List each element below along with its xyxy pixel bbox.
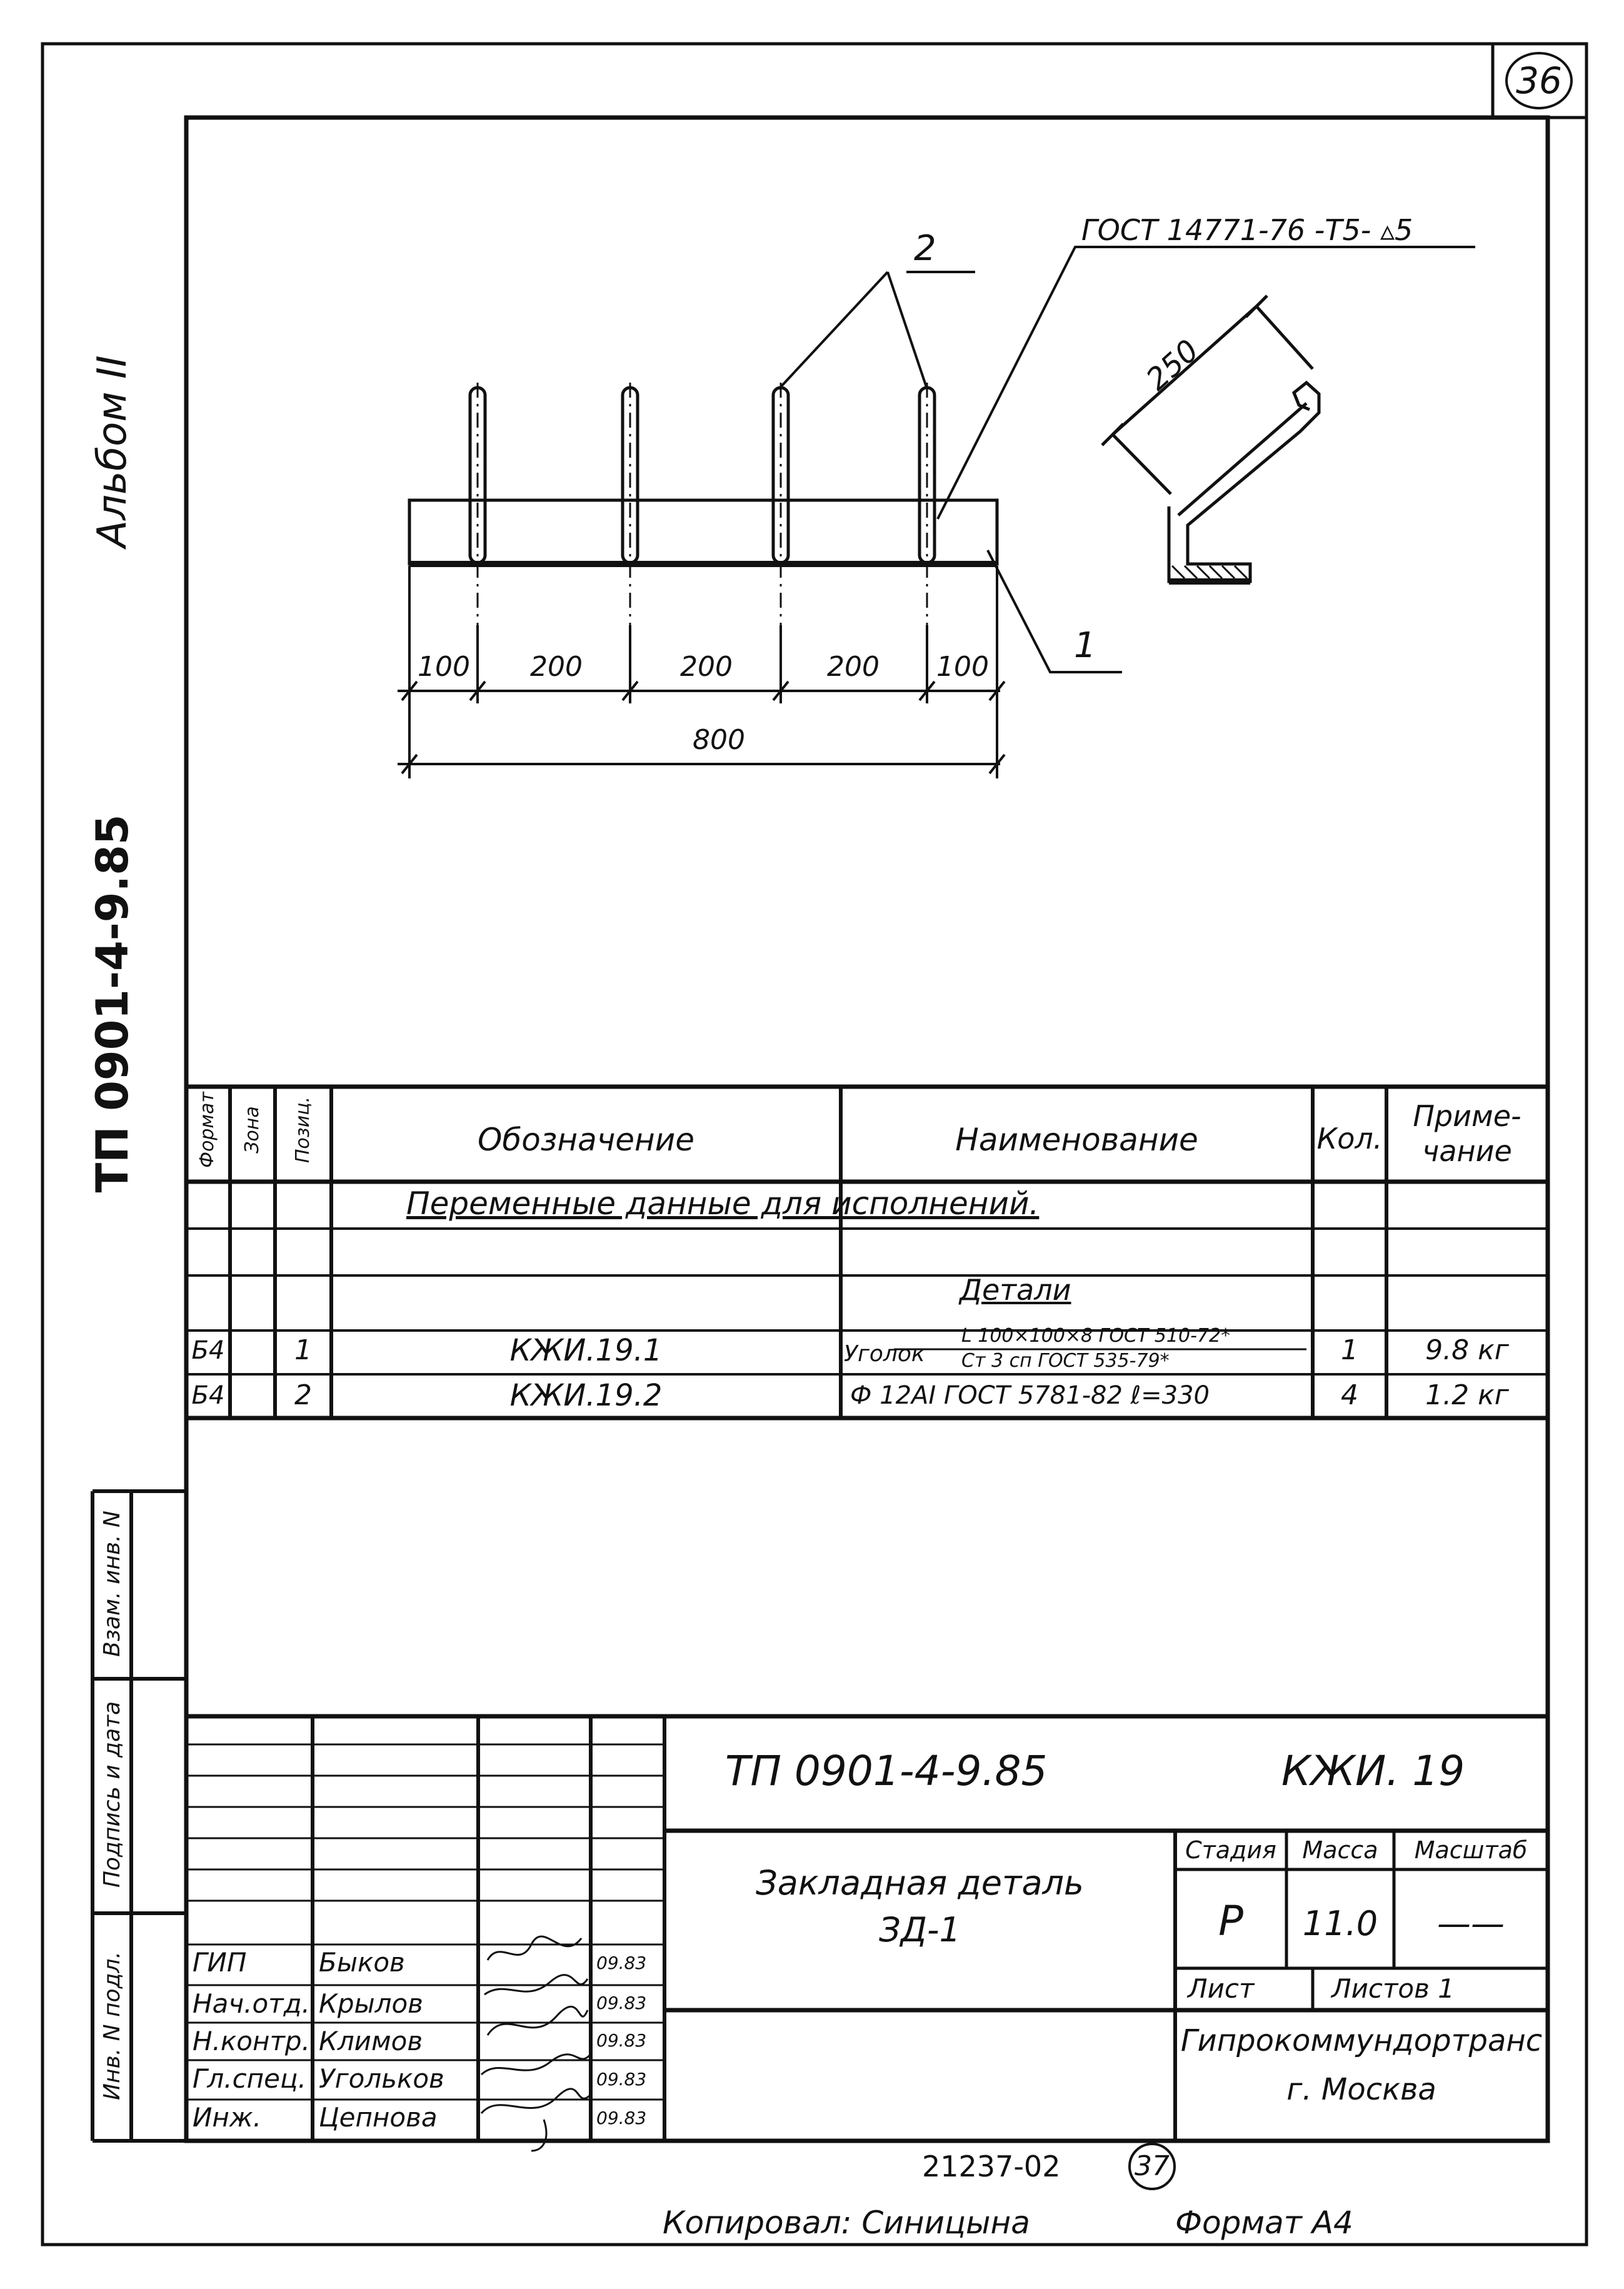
tb-stage-value: Р <box>1218 1897 1243 1945</box>
callout-1: 1 <box>1074 625 1096 666</box>
tb-org-line1: Гипрокоммундортранс <box>1180 2023 1543 2058</box>
copied-by: Копировал: Синицына <box>663 2205 1030 2241</box>
dim-3: 200 <box>680 651 733 683</box>
signer-date: 09.83 <box>596 1953 647 1973</box>
hdr-name: Наименование <box>955 1122 1198 1158</box>
tb-title-line1: Закладная деталь <box>756 1863 1084 1903</box>
tb-stage-label: Стадия <box>1185 1836 1276 1864</box>
signatures <box>481 1936 591 2151</box>
hdr-zone: Зона <box>241 1106 263 1154</box>
signer-role: Н.контр. <box>193 2026 310 2056</box>
hdr-position: Позиц. <box>292 1096 314 1164</box>
dim-4: 200 <box>827 651 880 683</box>
tb-scale-label: Масштаб <box>1414 1836 1528 1864</box>
row2-qty: 4 <box>1341 1379 1358 1411</box>
signer-date: 09.83 <box>596 1993 647 2013</box>
variable-data-title: Переменные данные для исполнений. <box>406 1185 1040 1222</box>
tb-doc-code: КЖИ. 19 <box>1281 1747 1465 1795</box>
signer-role: Инж. <box>193 2102 262 2133</box>
row1-name-main: Уголок <box>844 1341 925 1367</box>
dim-5: 100 <box>936 651 989 683</box>
row1-format: Б4 <box>191 1336 225 1365</box>
hdr-qty: Кол. <box>1316 1122 1383 1155</box>
tb-org-line2: г. Москва <box>1286 2072 1436 2107</box>
row1-qty: 1 <box>1341 1334 1358 1366</box>
row1-name-top: L 100×100×8 ГОСТ 510-72* <box>961 1325 1231 1347</box>
signer-name: Угольков <box>319 2063 444 2094</box>
row2-format: Б4 <box>191 1381 225 1410</box>
signer-name: Быков <box>319 1947 405 1978</box>
row2-note: 1.2 кг <box>1425 1379 1509 1411</box>
tb-sheet-label: Лист <box>1188 1973 1255 2004</box>
signer-name: Климов <box>319 2026 423 2056</box>
dim-overall: 800 <box>693 724 745 756</box>
callout-2: 2 <box>914 228 936 269</box>
dim-2: 200 <box>530 651 583 683</box>
footer-page-number: 37 <box>1135 2150 1170 2182</box>
tb-mass-value: 11.0 <box>1302 1904 1378 1943</box>
signer-role: Нач.отд. <box>193 1988 311 2019</box>
section-dim-250: 250 <box>1140 333 1206 398</box>
tb-mass-label: Масса <box>1302 1836 1378 1864</box>
signer-name: Цепнова <box>319 2102 438 2133</box>
stamp-podpis-data: Подпись и дата <box>99 1701 125 1888</box>
row2-name-main: Ф 12АI ГОСТ 5781-82 ℓ=330 <box>850 1381 1210 1410</box>
row1-designation: КЖИ.19.1 <box>509 1333 663 1368</box>
row2-position: 2 <box>294 1379 312 1411</box>
format-label: Формат А4 <box>1175 2205 1353 2241</box>
signer-date: 09.83 <box>596 2030 647 2051</box>
tb-sheets-label: Листов 1 <box>1331 1973 1455 2004</box>
hdr-format: Формат <box>196 1092 218 1168</box>
tb-title-line2: ЗД-1 <box>879 1910 961 1949</box>
archive-number: 21237-02 <box>922 2150 1061 2183</box>
signer-name: Крылов <box>319 1988 423 2019</box>
dim-1: 100 <box>418 651 470 683</box>
embedded-part-elevation <box>398 247 1475 778</box>
tb-project-code: ТП 0901-4-9.85 <box>725 1747 1048 1795</box>
hdr-note-1: Приме- <box>1413 1099 1521 1133</box>
row1-note: 9.8 кг <box>1425 1334 1509 1366</box>
album-label: Альбом II <box>89 355 136 548</box>
stamp-vzam-inv: Взам. инв. N <box>99 1511 125 1657</box>
hdr-designation: Обозначение <box>478 1122 694 1158</box>
signer-role: ГИП <box>193 1947 247 1978</box>
signer-role: Гл.спец. <box>193 2063 306 2094</box>
tb-scale-value: —— <box>1437 1904 1505 1943</box>
weld-gost-label: ГОСТ 14771-76 -Т5- ▵5 <box>1081 213 1413 247</box>
row1-position: 1 <box>294 1334 312 1366</box>
stamp-inv-podl: Инв. N подл. <box>99 1951 125 2100</box>
signer-date: 09.83 <box>596 2069 647 2090</box>
row2-designation: КЖИ.19.2 <box>509 1378 663 1413</box>
signer-date: 09.83 <box>596 2108 647 2128</box>
section-title-details: Детали <box>960 1273 1071 1307</box>
hdr-note-2: чание <box>1422 1134 1512 1168</box>
row1-name-bottom: Ст 3 сп ГОСТ 535-79* <box>961 1350 1170 1372</box>
sheet-number: 36 <box>1516 59 1562 102</box>
project-code-vertical: ТП 0901-4-9.85 <box>87 814 138 1193</box>
